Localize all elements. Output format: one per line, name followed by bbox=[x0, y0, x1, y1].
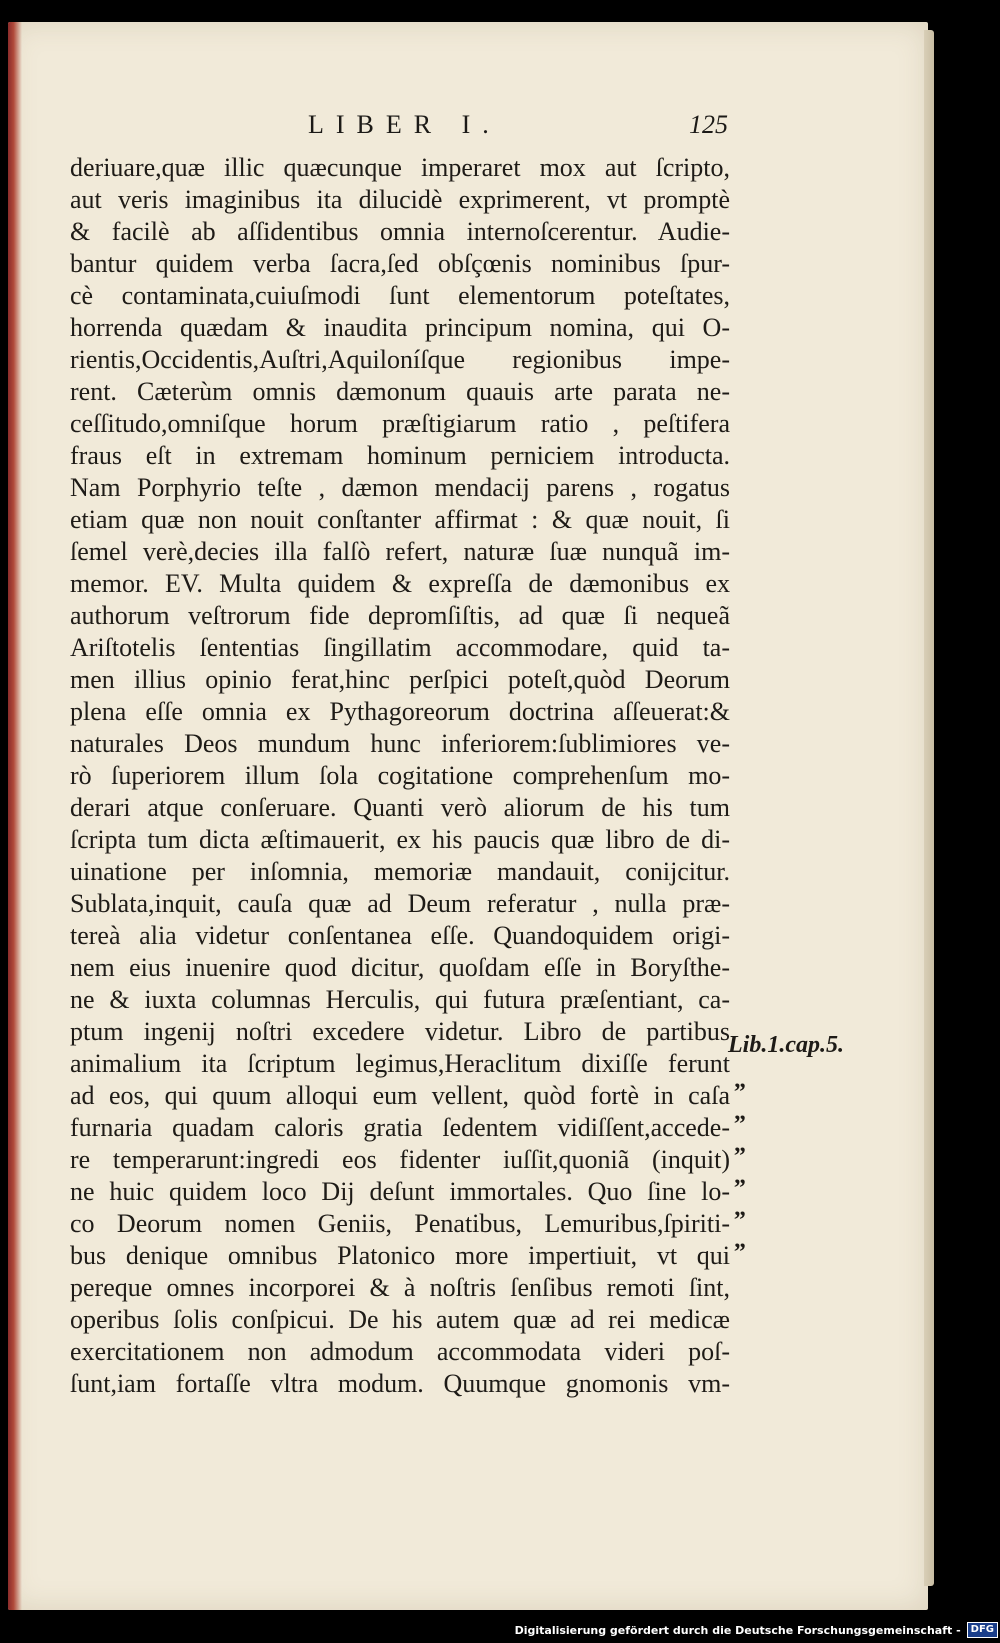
text-line: & facilè ab aſſidentibus omnia internoſcerentur. Audie- bbox=[70, 217, 730, 246]
text-line: pereque omnes incorporei & à noſtris ſenſibus remoti ſint, bbox=[70, 1273, 730, 1302]
text-line: nem eius inuenire quod dicitur, quoſdam eſſe in Boryſthe- bbox=[70, 953, 730, 982]
text-line: authorum veſtrorum fide depromſiſtis, ad quæ ſi nequeã bbox=[70, 601, 730, 630]
text-line: ceſſitudo,omniſque horum præſtigiarum ratio , peſtifera bbox=[70, 409, 730, 438]
dfg-logo: DFG bbox=[967, 1622, 998, 1638]
text-line: rientis,Occidentis,Auſtri,Aquiloníſque regionibus impe- bbox=[70, 345, 730, 374]
text-line: derari atque conſeruare. Quanti verò aliorum de his tum bbox=[70, 793, 730, 822]
page-fore-edge bbox=[924, 30, 934, 1586]
text-line: ſunt,iam fortaſſe vltra modum. Quumque gnomonis vm- bbox=[70, 1369, 730, 1398]
text-line: operibus ſolis conſpicui. De his autem quæ ad rei medicæ bbox=[70, 1305, 730, 1334]
page-binding-edge bbox=[8, 22, 22, 1610]
text-line: cè contaminata,cuiuſmodi ſunt elementorum poteſtates, bbox=[70, 281, 730, 310]
quotation-mark: „ bbox=[734, 1163, 746, 1189]
text-line: memor. EV. Multa quidem & expreſſa de dæmonibus ex bbox=[70, 569, 730, 598]
quotation-mark: „ bbox=[734, 1131, 746, 1157]
text-line: ne huic quidem loco Dij deſunt immortales. Quo ſine lo- bbox=[70, 1177, 730, 1206]
text-line: re temperarunt:ingredi eos fidenter iuſſit,quoniã (inquit) bbox=[70, 1145, 730, 1174]
running-head bbox=[68, 110, 728, 150]
text-line: naturales Deos mundum hunc inferiorem:ſublimiores ve- bbox=[70, 729, 730, 758]
quotation-mark: „ bbox=[734, 1227, 746, 1253]
running-title: LIBER I. bbox=[308, 110, 501, 139]
page-number: 125 bbox=[689, 110, 728, 139]
book-page bbox=[8, 22, 928, 1610]
quotation-mark: „ bbox=[734, 1195, 746, 1221]
text-line: bus denique omnibus Platonico more impertiuit, vt qui bbox=[70, 1241, 730, 1270]
text-line: bantur quidem verba ſacra,ſed obſçœnis nominibus ſpur- bbox=[70, 249, 730, 278]
text-line: fraus eſt in extremam hominum perniciem introducta. bbox=[70, 441, 730, 470]
text-line: furnaria quadam caloris gratia ſedentem vidiſſent,accede- bbox=[70, 1113, 730, 1142]
text-line: ptum ingenij noſtri excedere videtur. Libro de partibus bbox=[70, 1017, 730, 1046]
text-line: Ariſtotelis ſententias ſingillatim accommodare, quid ta- bbox=[70, 633, 730, 662]
body-text bbox=[70, 152, 730, 1400]
quotation-mark: „ bbox=[734, 1067, 746, 1093]
text-line: deriuare,quæ illic quæcunque imperaret mox aut ſcripto, bbox=[70, 153, 730, 182]
margin-note: Lib.1.cap.5. bbox=[728, 1032, 844, 1058]
text-line: rò ſuperiorem illum ſola cogitatione comprehenſum mo- bbox=[70, 761, 730, 790]
text-line: exercitationem non admodum accommodata videri poſ- bbox=[70, 1337, 730, 1366]
text-line: tereà alia videtur conſentanea eſſe. Quandoquidem origi- bbox=[70, 921, 730, 950]
text-line: etiam quæ non nouit conſtanter affirmat : & quæ nouit, ſi bbox=[70, 505, 730, 534]
text-line: co Deorum nomen Geniis, Penatibus, Lemuribus,ſpiriti- bbox=[70, 1209, 730, 1238]
text-line: ne & iuxta columnas Herculis, qui futura præſentiant, ca- bbox=[70, 985, 730, 1014]
text-line: Sublata,inquit, cauſa quæ ad Deum referatur , nulla præ- bbox=[70, 889, 730, 918]
text-line: ſemel verè,decies illa falſò refert, naturæ ſuæ nunquã im- bbox=[70, 537, 730, 566]
footer-credit: Digitalisierung gefördert durch die Deutsche Forschungsgemeinschaft - bbox=[514, 1623, 961, 1637]
text-line: animalium ita ſcriptum legimus,Heraclitum dixiſſe ferunt bbox=[70, 1049, 730, 1078]
text-line: horrenda quædam & inaudita principum nomina, qui O- bbox=[70, 313, 730, 342]
text-line: plena eſſe omnia ex Pythagoreorum doctrina aſſeuerat:& bbox=[70, 697, 730, 726]
text-line: aut veris imaginibus ita dilucidè exprimerent, vt promptè bbox=[70, 185, 730, 214]
text-line: men illius opinio ferat,hinc perſpici poteſt,quòd Deorum bbox=[70, 665, 730, 694]
text-line: ſcripta tum dicta æſtimauerit, ex his paucis quæ libro de di- bbox=[70, 825, 730, 854]
text-line: ad eos, qui quum alloqui eum vellent, quòd fortè in caſa bbox=[70, 1081, 730, 1110]
text-line: Nam Porphyrio teſte , dæmon mendacij parens , rogatus bbox=[70, 473, 730, 502]
quotation-marks-column bbox=[734, 1064, 764, 1256]
quotation-mark: „ bbox=[734, 1099, 746, 1125]
text-line: rent. Cæterùm omnis dæmonum quauis arte parata ne- bbox=[70, 377, 730, 406]
text-line: uinatione per inſomnia, memoriæ mandauit, conijcitur. bbox=[70, 857, 730, 886]
digitization-footer bbox=[515, 1621, 998, 1639]
